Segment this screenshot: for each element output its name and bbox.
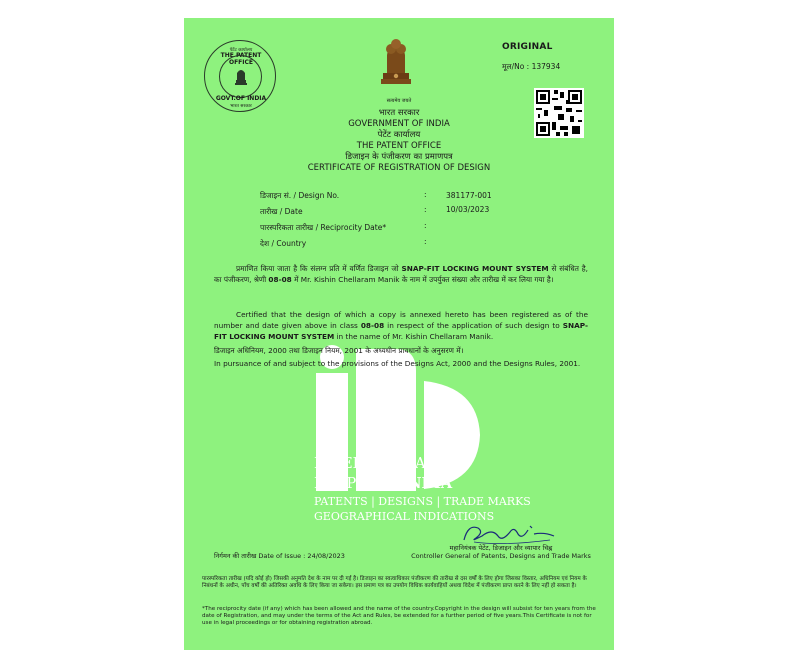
watermark-line-2: PROPERTY INDIA — [314, 475, 453, 492]
reciprocity-date-label: पारस्परिकता तारीख / Reciprocity Date* — [260, 223, 387, 232]
national-emblem-icon — [377, 33, 415, 95]
issue-date: निर्गमन की तारीख Date of Issue : 24/08/2023 — [214, 552, 345, 560]
seal-top-hindi: पेटेंट कार्यालय — [229, 48, 253, 53]
lion-capital-icon — [233, 65, 249, 87]
header-line-3: पेटेंट कार्यालय — [377, 130, 421, 140]
controller-title-hindi: महानियंत्रक पेटेंट, डिजाइन और व्यापार चिह्न — [449, 544, 553, 552]
header-line-1: भारत सरकार — [378, 108, 420, 118]
header-line-4: THE PATENT OFFICE — [356, 141, 442, 151]
seal-bottom-hindi: भारत सरकार — [230, 104, 252, 109]
header-line-6: CERTIFICATE OF REGISTRATION OF DESIGN — [307, 163, 491, 173]
controller-title-english: Controller General of Patents, Designs and Trade Marks — [411, 552, 591, 560]
act-statement-english: In pursuance of and subject to the provisions of the Designs Act, 2000 and the Designs Rules, 2001. — [214, 359, 581, 368]
patent-office-seal — [204, 40, 276, 112]
watermark-line-1: INTELLECTUAL — [314, 456, 436, 472]
design-no-label: डिजाइन सं. / Design No. — [260, 191, 340, 200]
date-label: तारीख / Date — [260, 207, 303, 216]
watermark-line-3: PATENTS | DESIGNS | TRADE MARKS — [314, 495, 531, 508]
design-no-value: 381177-001 — [446, 191, 492, 200]
header-line-2: GOVERNMENT OF INDIA — [348, 119, 450, 129]
certification-paragraph-hindi: प्रमाणित किया जाता है कि संलग्न प्रति में वर्णित डिजाइन जो SNAP-FIT LOCKING MOUNT SYSTEM से संबंधित है, का पंजीकरण, श्रेणी 08-08 में Mr. Kishin Chellaram Manik के नाम में उपर्युक्त संख्या और तारीख में कर लिया गया है। — [214, 264, 588, 284]
serial-number: मूल/No : 137934 — [502, 62, 561, 71]
seal-top-english: THE PATENT OFFICE — [220, 52, 262, 66]
header-line-5: डिजाइन के पंजीकरण का प्रमाणपत्र — [345, 152, 453, 162]
emblem-motto: सत्यमेव जयते — [386, 98, 412, 104]
watermark-line-4: GEOGRAPHICAL INDICATIONS — [314, 510, 495, 523]
certification-paragraph-english: Certified that the design of which a copy is annexed hereto has been registered as of the number and date given above in class 08-08 in respect of the application of such design to SNAP-FIT LOCKING MOUNT SYSTEM in the name of Mr. Kishin Chellaram Manik. — [214, 310, 588, 341]
footer-note-hindi: पारस्परिकता तारीख (यदि कोई हो) जिसकी अनुमति देश के नाम पर दी गई है। डिजाइन का स्वत्वाधिकार पंजीकरण की तारीख से दस वर्षों के लिए होगा जिसका विस्तार, अधिनियम एवं नियम के निबंधनों के अधीन, पाँच वर्षों की अतिरिक्त अवधि के लिए किया जा सकेगा। इस प्रमाण पत्र का उपयोग विधिक कार्यवाहियों अथवा विदेश में पंजीकरण प्राप्त करने के लिए नहीं हो सकता है। — [202, 576, 587, 590]
original-label: ORIGINAL — [502, 42, 553, 52]
seal-bottom-english: GOVT.OF INDIA — [215, 95, 267, 102]
country-label: देश / Country — [260, 239, 307, 248]
act-statement-hindi: डिजाइन अधिनियम, 2000 तथा डिजाइन नियम, 2001 के अध्यधीन प्रावधानों के अनुसरण में। — [214, 346, 464, 355]
footer-note-english: *The reciprocity date (if any) which has been allowed and the name of the country.Copyright in the design will subsist for ten years from the date of Registration, and may under the terms of the Act and Rules, be extended for a further period of five years.This Certificate is not for use in legal proceedings or for obtaining registration abroad. — [202, 606, 596, 627]
certificate: पेटेंट कार्यालय THE PATENT OFFICE GOVT.OF INDIA भारत सरकार सत्यमेव जयते ORIGINAL मूल/No : 137934 भारत सरकार GOVERNMENT OF INDIA पेटेंट कार्यालय THE PATENT OFFICE डिजाइन के पंजीकरण का प्रमाणपत्र CERTIFICATE OF REGISTRATION OF DESIGN डिजाइन सं. / Design No. : 381177-001 तारीख / Date : 10/03/2023 पारस्परिकता तारीख / Reciprocity Date* : देश / Country : प्रमाणित किया जाता है कि संलग्न प्रति में वर्णित डिजाइन जो SNAP-FIT LOCKING MOUNT SYSTEM से संबंधित है, का पंजीकरण, श्रेणी 08-08 में Mr. Kishin Chellaram Manik के नाम में उपर्युक्त संख्या और तारीख में कर लिया गया है। Certified that the design of which a copy is annexed hereto has been registered as of the number and date given above in class 08-08 in respect of the application of such design to SNAP-FIT LOCKING MOUNT SYSTEM in the name of Mr. Kishin Chellaram Manik. डिजाइन अधिनियम, 2000 तथा डिजाइन नियम, 2001 के अध्यधीन प्रावधानों के अनुसरण में। In pursuance of and subject to the provisions of the Designs Act, 2000 and the Designs Rules, 2001. INTELLECTUAL PROPERTY INDIA PATENTS | DESIGNS | TRADE MARKS GEOGRAPHICAL INDICATIONS निर्गमन की तारीख Date of Issue : 24/08/2023 महानियंत्रक पेटेंट, डिजाइन और व्यापार चिह्न Controller General of Patents, Designs and Trade Marks पारस्परिकता तारीख (यदि कोई हो) जिसकी अनुमति देश के नाम पर दी गई है। डिजाइन का स्वत्वाधिकार पंजीकरण की तारीख से दस वर्षों के लिए होगा जिसका विस्तार, अधिनियम एवं नियम के निबंधनों के अधीन, पाँच वर्षों की अतिरिक्त अवधि के लिए किया जा सकेगा। इस प्रमाण पत्र का उपयोग विधिक कार्यवाहियों अथवा विदेश में पंजीकरण प्राप्त करने के लिए नहीं हो सकता है। *The reciprocity date (if any) which has been allowed and the name of the country.Copyright in the design will subsist for ten years from the date of Registration, and may under the terms of the Act and Rules, be extended for a further period of five years.This Certificate is not for use in legal proceedings or for obtaining registration abroad. — [184, 18, 614, 650]
date-value: 10/03/2023 — [446, 205, 490, 214]
